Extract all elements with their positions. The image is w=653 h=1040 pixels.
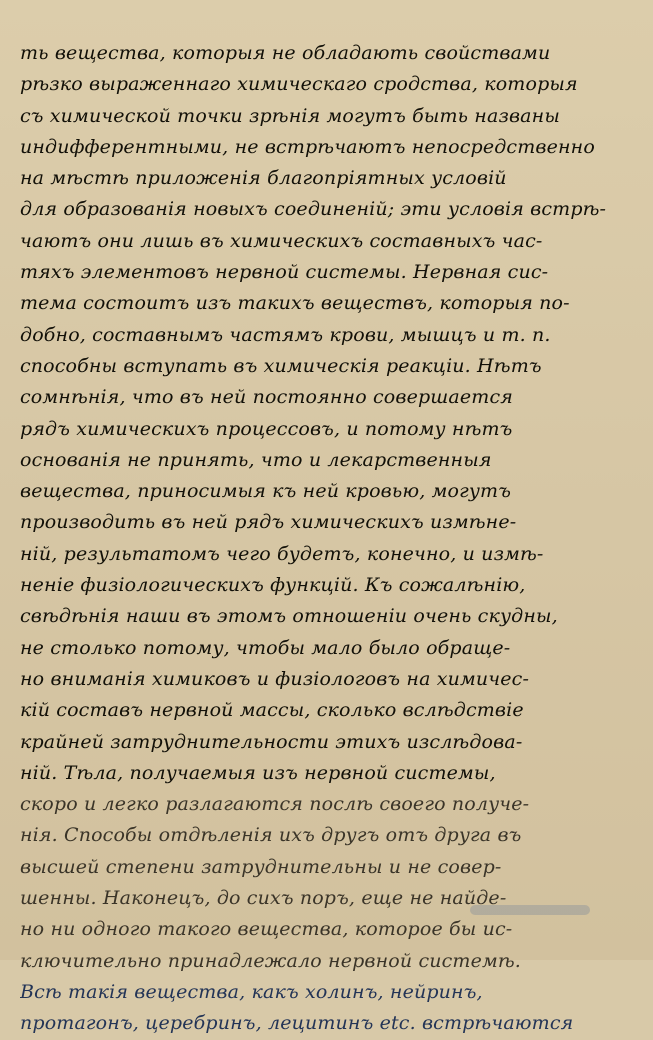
manuscript-line: свѣдѣнія наши въ этомъ отношеніи очень скудны, xyxy=(20,605,558,628)
manuscript-line: вещества, приносимыя къ ней кровью, могутъ xyxy=(20,480,512,503)
manuscript-line: ключительно принадлежало нервной системѣ. xyxy=(20,949,521,972)
manuscript-line: чаютъ они лишь въ химическихъ составныхъ час- xyxy=(20,229,543,252)
manuscript-line: ть вещества, которыя не обладають свойствами xyxy=(20,42,551,64)
manuscript-line: крайней затруднительности этихъ изслѣдова- xyxy=(20,730,523,753)
manuscript-line: для образованія новыхъ соединеній; эти условія встрѣ- xyxy=(20,198,607,221)
manuscript-line: кій составъ нервной массы, сколько вслѣдствіе xyxy=(20,699,524,722)
ink-smudge xyxy=(470,905,590,915)
manuscript-line: но ни одного такого вещества, которое бы ис- xyxy=(20,918,513,941)
manuscript-line: рядъ химическихъ процессовъ, и потому нѣтъ xyxy=(20,417,513,440)
manuscript-line: способны вступать въ химическія реакціи. Нѣтъ xyxy=(20,354,542,377)
manuscript-text xyxy=(20,38,639,1040)
manuscript-line: индифферентными, не встрѣчаютъ непосредственно xyxy=(20,135,595,158)
manuscript-line: производить въ ней рядъ химическихъ измѣне- xyxy=(20,511,517,534)
manuscript-line: сомнѣнія, что въ ней постоянно совершается xyxy=(20,386,513,409)
manuscript-line: протагонъ, церебринъ, лецитинъ etc. встрѣчаются xyxy=(20,1012,574,1035)
manuscript-line: тяхъ элементовъ нервной системы. Нервная сис- xyxy=(20,261,549,284)
manuscript-line: рѣзко выраженнаго химическаго сродства, которыя xyxy=(20,73,578,96)
manuscript-line: съ химической точки зрѣнія могутъ быть названы xyxy=(20,104,560,127)
manuscript-line: тема состоитъ изъ такихъ веществъ, которыя по- xyxy=(20,292,570,315)
manuscript-line: но вниманія химиковъ и физіологовъ на химичес- xyxy=(20,667,530,690)
manuscript-line: высшей степени затруднительны и не совер- xyxy=(20,855,502,878)
manuscript-line: основанія не принять, что и лекарственныя xyxy=(20,448,492,471)
manuscript-line: Всѣ такія вещества, какъ холинъ, нейринъ, xyxy=(20,980,483,1003)
manuscript-line: неніе физіологическихъ функцій. Къ сожалѣнію, xyxy=(20,574,526,597)
manuscript-line: шенны. Наконецъ, до сихъ поръ, еще не найде- xyxy=(20,887,507,910)
manuscript-line: не столько потому, чтобы мало было обраще- xyxy=(20,636,511,659)
manuscript-line: на мѣстѣ приложенія благопріятных условій xyxy=(20,167,507,190)
manuscript-line: нія. Способы отдѣленія ихъ другъ отъ друга въ xyxy=(20,824,522,847)
manuscript-line: ній, результатомъ чего будетъ, конечно, и измѣ- xyxy=(20,542,544,565)
manuscript-line: скоро и легко разлагаются послѣ своего получе- xyxy=(20,793,530,816)
manuscript-line: добно, составнымъ частямъ крови, мышцъ и т. п. xyxy=(20,323,551,346)
manuscript-line: ній. Тѣла, получаемыя изъ нервной системы, xyxy=(20,761,496,784)
